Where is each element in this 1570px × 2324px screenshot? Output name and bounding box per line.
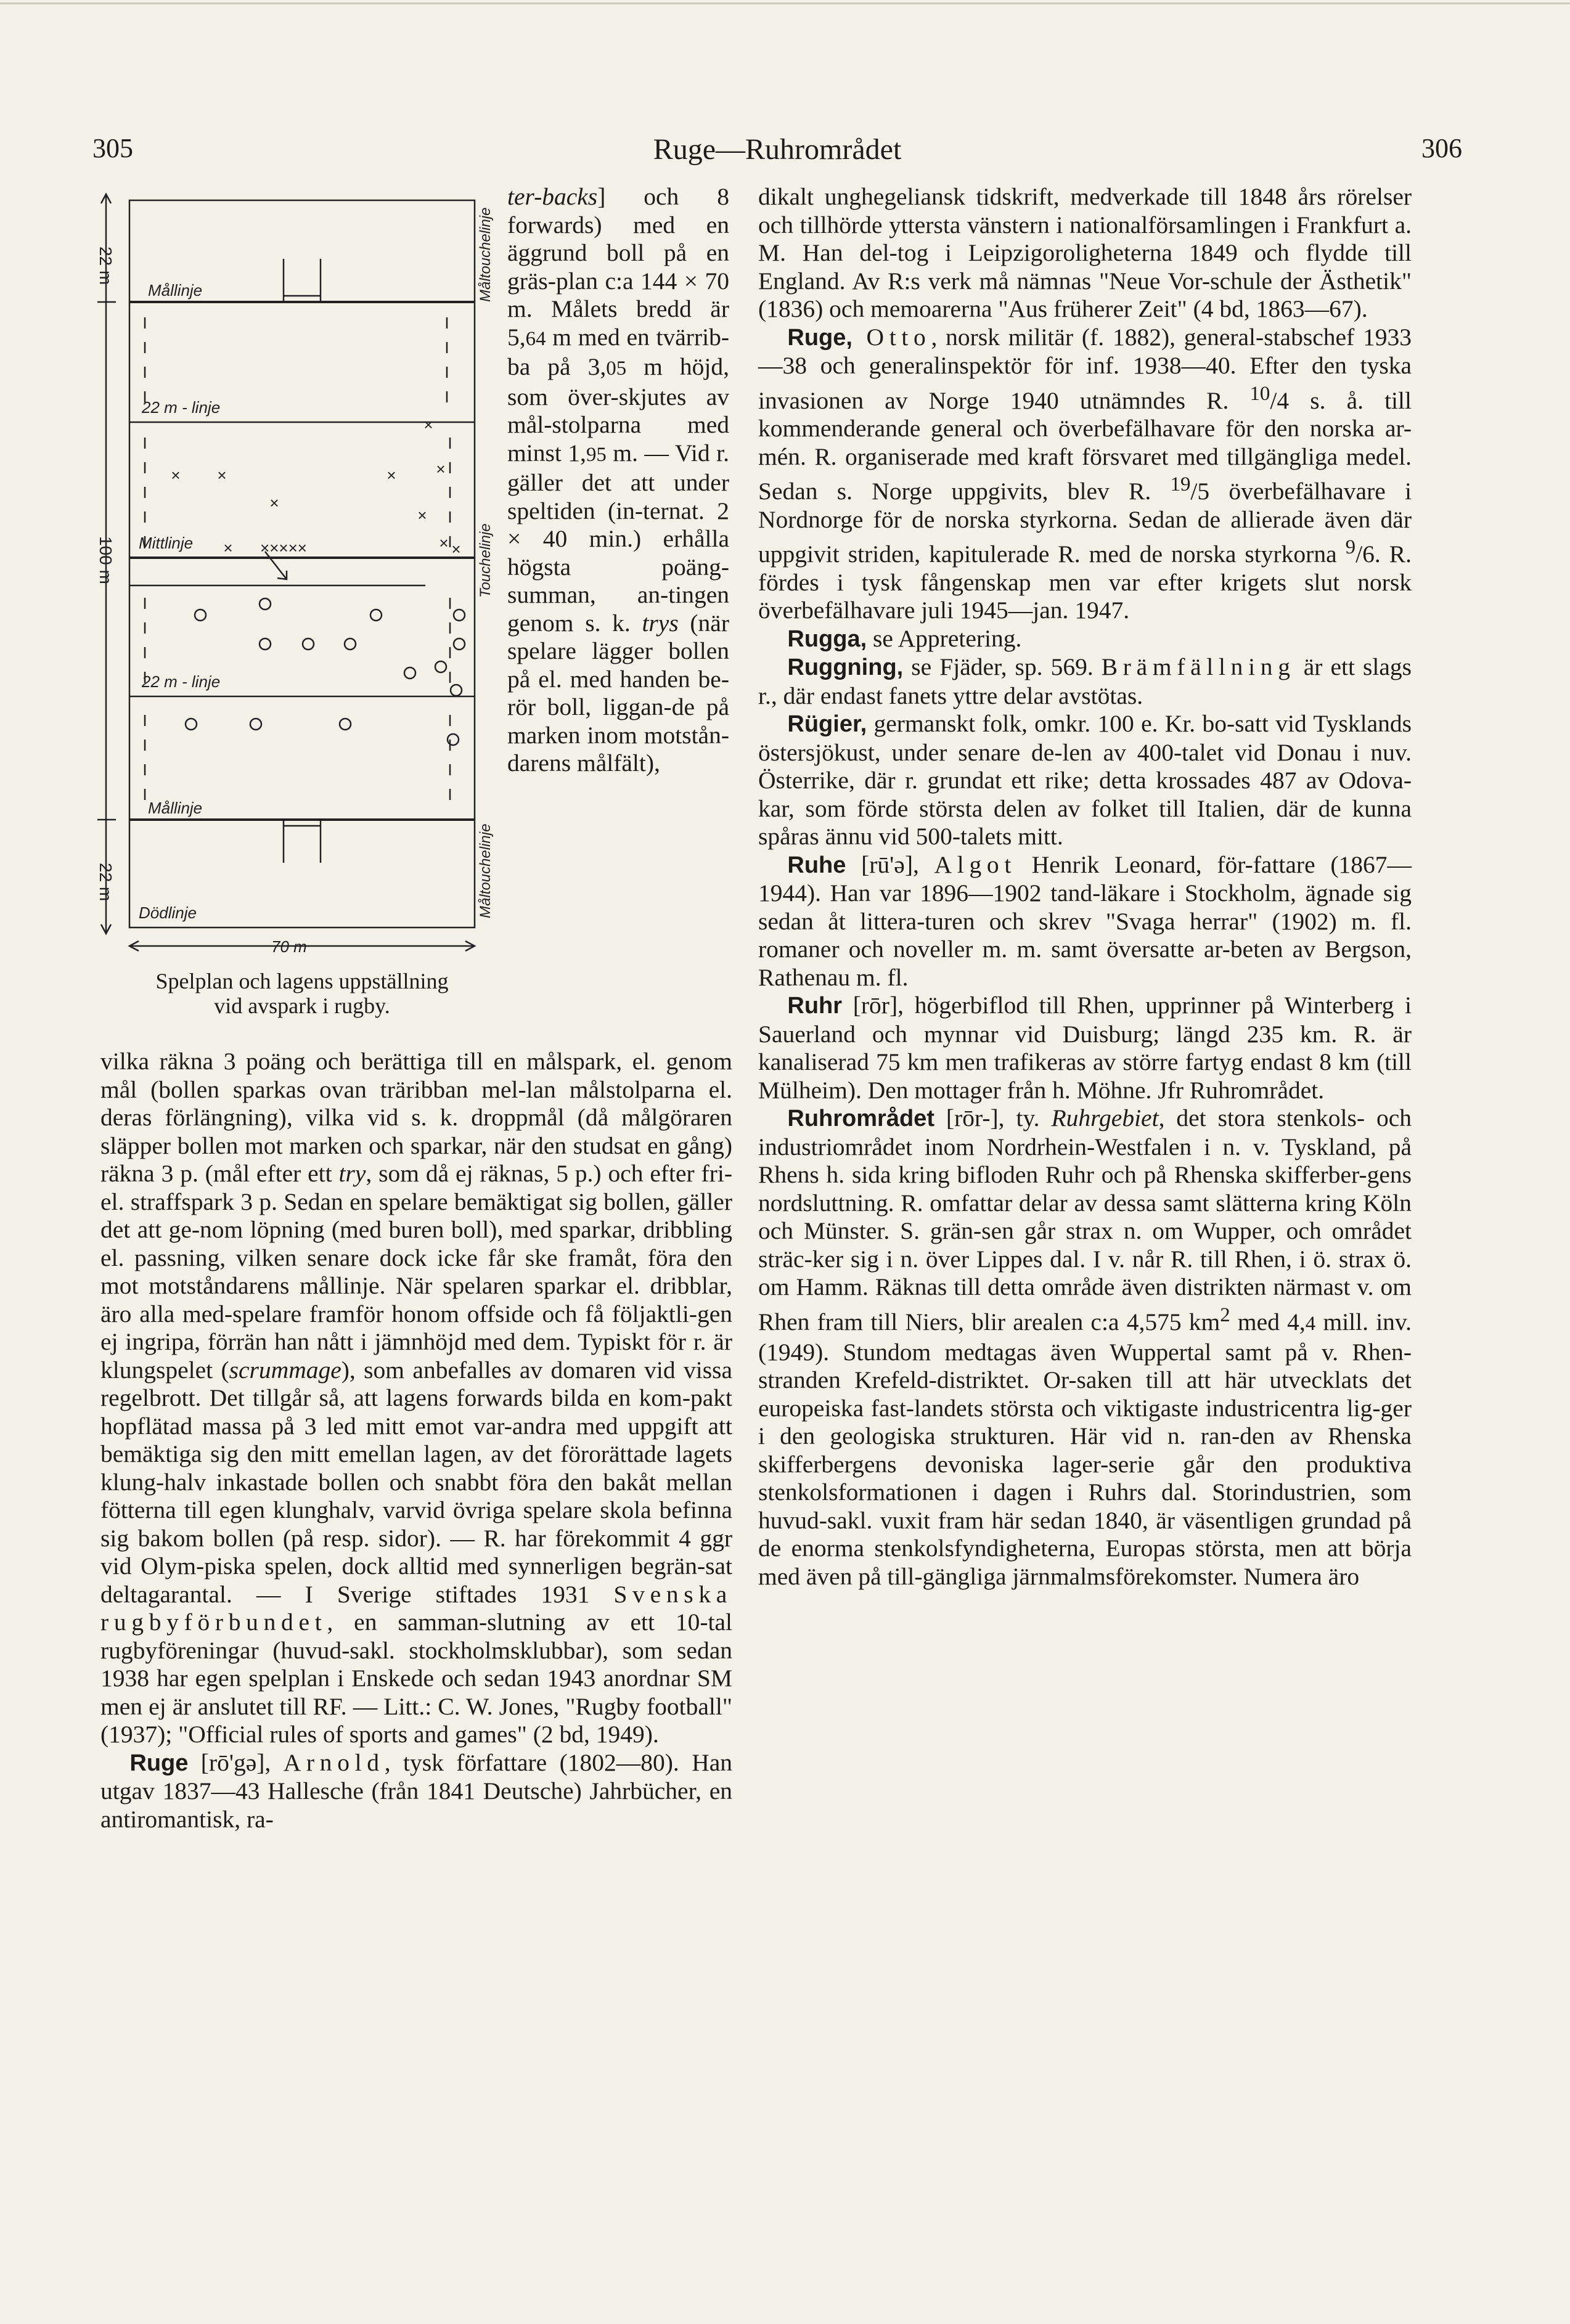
- caption-line-2: vid avspark i rugby.: [214, 993, 390, 1018]
- entry-ruhr: Ruhr [rōr], högerbiflod till Rhen, upprinner på Winterberg i Sauerland och mynnar vid Duisburg; längd 235 km. R. är kanaliserad 75 km men trafikeras av större fartyg endast 8 km (till Mülheim). Den mottager från h. Möhne. Jfr Ruhrområdet.: [758, 992, 1412, 1104]
- player-x: ×: [217, 466, 227, 484]
- label-mittlinje: Mittlinje: [139, 534, 194, 552]
- player-x: ×: [436, 460, 446, 478]
- label-maltouchelinje-bottom: Måltouchelinje: [477, 823, 494, 918]
- ruge-continued-text: dikalt unghegeliansk tidskrift, medverkade till 1848 års rörelser och tillhörde yttersta vänstern i nationalförsamlingen i Frankfurt a. M. Han del-tog i Leipzigoroligheterna 1849 och flydde till England. Av R:s verk må nämnas "Neue Vor-schule der Ästhetik" (1836) och memoarerna "Aus früherer Zeit" (4 bd, 1863—67).: [758, 183, 1412, 322]
- left-column-text: [100, 1048, 732, 1833]
- label-100m: 100 m: [96, 536, 115, 584]
- rugby-text: vilka räkna 3 poäng och berättiga till en målspark, el. genom mål (bollen sparkas ovan träribban mel-lan målstolparna el. deras förlängning), vilka vid s. k. droppmål (då målgöraren släpper bollen mot marken och sparkar, när den studsat en gång) räkna 3 p. (mål efter ett try, som då ej räknas, 5 p.) och efter fri- el. straffspark 3 p. Sedan en spelare bemäktigat sig bollen, gäller det att ge-nom löpning (med buren boll), med sparkar, dribbling el. passning, vilken senare dock icke får ske framåt, föra den mot motståndarens mållinje. När spelaren sparkar el. dribblar, äro alla med-spelare framför honom offside och få följaktli-gen ej ingripa, förrän han nått i jämnhöjd med dem. Typiskt för r. är klungspelet (scrummage), som anbefalles av domaren vid vissa regelbrott. Det tillgår så, att lagens forwards bilda en kom-pakt hopflätad massa på 3 led mitt emot var-andra med uppgift att bemäktiga sig den mitt emellan lagen, av det förorättade lagets klung-halv inkastade bollen och snabbt föra den bakåt mellan fötterna till egen klunghalv, varvid övriga spelare skola befinna sig bakom bollen (på resp. sidor). — R. har förekommit 4 ggr vid Olym-piska spelen, dock alltid med synnerligen begrän-sat deltagarantal. — I Sverige stiftades 1931 Svenska rugbyförbundet, en samman-slutning av ett 10-tal rugbyföreningar (huvud-sakl. stockholmsklubbar), som sedan 1938 har egen spelplan i Enskede och sedan 1943 anordnar SM men ej är anslutet till RF. — Litt.: C. W. Jones, "Rugby football" (1937); "Official rules of sports and games" (2 bd, 1949).: [100, 1048, 732, 1748]
- page-header: [92, 133, 1462, 169]
- label-dodlinje: Dödlinje: [139, 903, 197, 922]
- scan-edge-line: [0, 2, 1570, 4]
- entry-rugga: Rugga, se Appretering.: [787, 624, 1022, 652]
- label-mallinje-top: Mållinje: [148, 281, 203, 300]
- entry-ruhromradet: Ruhrområdet [rōr-], ty. Ruhrgebiet, det stora stenkols- och industriområdet inom Nordrhein-Westfalen i n. v. Tyskland, på Rhens h. sida kring bifloden Ruhr och på Rhenska skifferber-gens nordsluttning. R. omfattar delar av dessa samt slätterna kring Köln och Münster. S. grän-sen går strax n. om Wupper, och området sträc-ker sig i n. över Lippes dal. I v. når R. till Rhen, i ö. strax ö. om Hamm. Räknas till detta område även distrikten närmast v. om Rhen fram till Niers, blir arealen c:a 4,575 $km^2$ med 4,4 mill. inv. (1949). Stundom medtagas även Wuppertal samt på v. Rhen-stranden Krefeld-distriktet. Or-saken till att här utvecklats det europeiska fast-landets största och viktigaste industricentra lig-ger i den geologiska strukturen. Här vid n. ran-den av Rhenska skifferbergens devoniska lager-serie går den produktiva stenkolsformationen i dagen i Ruhrs dal. Storindustrien, som huvud-sakl. vuxit fram här sedan 1840, är väsentligen grundad på de enorma stenkolsfyndigheterna, Europas största, men att börja med även på till-gängliga järnmalmsförekomster. Numera äro: [758, 1104, 1412, 1590]
- entry-ruge-otto: Ruge, Otto, norsk militär (f. 1882), general-stabschef 1933—38 och generalinspektör för inf. 1938—40. Efter den tyska invasionen av Norge 1940 utnämndes R. $^{10}$/4 s. å. till kommenderande general och överbefälhavare för den norska ar-mén. R. organiserade med kraft försvaret med tillgängliga medel. Sedan s. Norge uppgivits, blev R. $^{19}$/5 överbefälhavare i Nordnorge för de norska styrkorna. Sedan de allierade även där uppgivit striden, kapitulerade R. med de norska styrkorna $^9$/6. R. fördes i tysk fångenskap men var efter krigets slut norsk överbefälhavare juli 1945—jan. 1947.: [758, 323, 1412, 624]
- player-x: ×: [171, 466, 181, 484]
- caption-line-1: Spelplan och lagens uppställning: [155, 969, 449, 993]
- entry-ruhe: Ruhe [rū'ə], Algot Henrik Leonard, för-fattare (1867—1944). Han var 1896—1902 tand-läkare i Stockholm, ägnade sig sedan åt littera-turen och skrev "Svaga herrar" (1902) m. fl. romaner och noveller m. m. samt översatte ar-beten av Bergson, Rathenau m. fl.: [758, 850, 1412, 991]
- headword: Ruggning,: [787, 654, 904, 681]
- entry-ruggning: Ruggning, se Fjäder, sp. 569. Brämfällning är ett slags r., där endast fanets yttre delar avstötas.: [758, 653, 1412, 709]
- label-22m-bottom: 22 m: [96, 863, 115, 902]
- label-22-line-bottom: 22 m - linje: [142, 672, 221, 691]
- label-70m: 70 m: [271, 937, 307, 956]
- diagram-caption: [92, 969, 512, 1018]
- entry-rugier: Rügier, germanskt folk, omkr. 100 e. Kr. bo-satt vid Tysklands östersjökust, under senare de-len av 400-talet vid Donau i nuv. Österrike, där r. grundat ett rike; detta krossades 487 av Odova-kar, som förde största delen av folket till Italien, där de kunna spåras ännu vid 500-talets mitt.: [758, 710, 1412, 850]
- player-x: ×: [269, 494, 279, 512]
- italic-term: ter-backs: [507, 183, 598, 210]
- running-title: Ruge—Ruhrområdet: [653, 133, 902, 166]
- headword: Ruhe: [787, 852, 846, 878]
- rugby-continued-text: ter-backs] och 8 forwards) med en äggrund boll på en gräs-plan c:a 144 × 70 m. Målets bredd är 5,64 m med en tvärrib-ba på 3,05 m höjd, som över-skjutes av mål-stolparna med minst 1,95 m. — Vid r. gäller det att under speltiden (in-ternat. 2 × 40 min.) erhålla högsta poäng-summan, an-tingen genom s. k. trys (när spelare lägger bollen på el. med handen be-rör boll, liggan-de på marken inom motstån-darens målfält),: [507, 183, 729, 777]
- headword: Ruhr: [787, 993, 843, 1019]
- label-22-line-top: 22 m - linje: [142, 398, 221, 417]
- headword: Ruhrområdet: [787, 1106, 934, 1132]
- left-column-narrow-text: [507, 183, 729, 778]
- right-page-number: 306: [1421, 133, 1462, 163]
- headword: Rügier,: [787, 711, 867, 738]
- headword: Rugga,: [787, 626, 867, 652]
- label-touchelinje: Touchelinje: [477, 523, 494, 598]
- rugby-field-diagram: [92, 179, 499, 992]
- left-page-number: 305: [92, 133, 133, 163]
- label-22m-top: 22 m: [96, 247, 115, 285]
- player-x: ×: [423, 415, 433, 434]
- headword: Ruge: [129, 1750, 189, 1776]
- player-x: ×: [439, 534, 449, 552]
- player-x: ×: [223, 539, 233, 557]
- entry-ruge-arnold: Ruge [rō'gə], Arnold, tysk författare (1802—80). Han utgav 1837—43 Hallesche (från 1841 Deutsche) Jahrbücher, en antiromantisk, ra-: [100, 1748, 732, 1833]
- player-x: ×: [451, 540, 461, 558]
- label-mallinje-bottom: Mållinje: [148, 799, 203, 817]
- player-x: ×: [386, 466, 396, 484]
- player-x: ×: [417, 506, 427, 524]
- player-x: ×××××: [260, 539, 307, 557]
- headword: Ruge,: [787, 324, 852, 351]
- right-column-text: [758, 183, 1412, 1591]
- label-maltouchelinje-top: Måltouchelinje: [477, 207, 494, 302]
